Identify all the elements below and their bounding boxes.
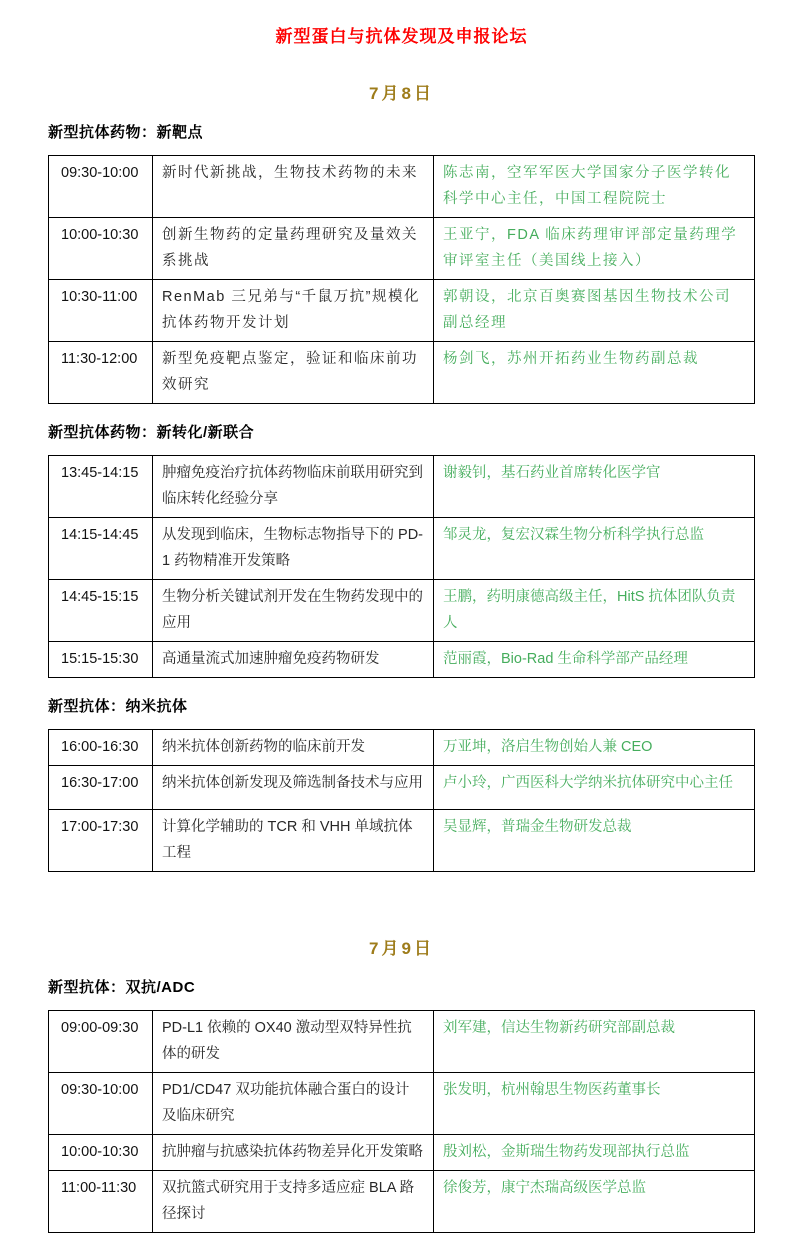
time-slot-cell: 16:30-17:00 [49, 766, 153, 810]
talk-title-cell: 纳米抗体创新发现及筛选制备技术与应用 [153, 766, 434, 810]
speaker-cell: 万亚坤，洛启生物创始人兼 CEO [434, 730, 755, 766]
time-slot-cell: 14:15-14:45 [49, 518, 153, 580]
talk-title-cell: RenMab 三兄弟与“千鼠万抗”规模化抗体药物开发计划 [153, 280, 434, 342]
section-heading: 新型抗体：双抗/ADC [48, 979, 196, 996]
talk-title-cell: 纳米抗体创新药物的临床前开发 [153, 730, 434, 766]
session-section [48, 976, 755, 1233]
talk-title-cell: 生物分析关键试剂开发在生物药发现中的应用 [153, 580, 434, 642]
session-section [48, 421, 755, 678]
speaker-cell: 邹灵龙，复宏汉霖生物分析科学执行总监 [434, 518, 755, 580]
schedule-table-body [49, 456, 755, 678]
time-slot-cell: 10:30-11:00 [49, 280, 153, 342]
speaker-cell: 徐俊芳，康宁杰瑞高级医学总监 [434, 1171, 755, 1233]
days-root [48, 79, 755, 1233]
date-heading: 7月8日 [369, 84, 434, 103]
schedule-row [49, 730, 755, 766]
schedule-row [49, 518, 755, 580]
section-heading: 新型抗体药物：新靶点 [48, 124, 204, 141]
talk-title-cell: 新时代新挑战，生物技术药物的未来 [153, 156, 434, 218]
schedule-table-body [49, 730, 755, 872]
schedule-row [49, 1011, 755, 1073]
speaker-cell: 王亚宁，FDA 临床药理审评部定量药理学审评室主任（美国线上接入） [434, 218, 755, 280]
schedule-row [49, 456, 755, 518]
talk-title-cell: 计算化学辅助的 TCR 和 VHH 单域抗体工程 [153, 810, 434, 872]
speaker-cell: 杨剑飞，苏州开拓药业生物药副总裁 [434, 342, 755, 404]
time-slot-cell: 10:00-10:30 [49, 1135, 153, 1171]
schedule-row [49, 342, 755, 404]
schedule-table-body [49, 156, 755, 404]
talk-title-cell: 肿瘤免疫治疗抗体药物临床前联用研究到临床转化经验分享 [153, 456, 434, 518]
schedule-row [49, 580, 755, 642]
speaker-cell: 刘军建，信达生物新药研究部副总裁 [434, 1011, 755, 1073]
section-heading: 新型抗体药物：新转化/新联合 [48, 424, 255, 441]
schedule-row [49, 156, 755, 218]
time-slot-cell: 15:15-15:30 [49, 642, 153, 678]
schedule-row [49, 642, 755, 678]
time-slot-cell: 11:00-11:30 [49, 1171, 153, 1233]
talk-title-cell: PD1/CD47 双功能抗体融合蛋白的设计及临床研究 [153, 1073, 434, 1135]
schedule-row [49, 766, 755, 810]
speaker-cell: 张发明，杭州翰思生物医药董事长 [434, 1073, 755, 1135]
page-title: 新型蛋白与抗体发现及申报论坛 [275, 27, 528, 46]
talk-title-cell: 双抗篮式研究用于支持多适应症 BLA 路径探讨 [153, 1171, 434, 1233]
time-slot-cell: 09:30-10:00 [49, 1073, 153, 1135]
time-slot-cell: 17:00-17:30 [49, 810, 153, 872]
schedule-table [48, 155, 755, 404]
talk-title-cell: PD-L1 依赖的 OX40 激动型双特异性抗体的研发 [153, 1011, 434, 1073]
sections-root [48, 121, 755, 872]
time-slot-cell: 11:30-12:00 [49, 342, 153, 404]
schedule-row [49, 280, 755, 342]
day-block [48, 79, 755, 872]
time-slot-cell: 16:00-16:30 [49, 730, 153, 766]
speaker-cell: 谢毅钊，基石药业首席转化医学官 [434, 456, 755, 518]
session-section [48, 695, 755, 872]
schedule-table [48, 1010, 755, 1233]
speaker-cell: 殷刘松，金斯瑞生物药发现部执行总监 [434, 1135, 755, 1171]
speaker-cell: 王鹏，药明康德高级主任，HitS 抗体团队负责人 [434, 580, 755, 642]
schedule-table-body [49, 1011, 755, 1233]
schedule-table [48, 455, 755, 678]
talk-title-cell: 创新生物药的定量药理研究及量效关系挑战 [153, 218, 434, 280]
time-slot-cell: 09:00-09:30 [49, 1011, 153, 1073]
time-slot-cell: 14:45-15:15 [49, 580, 153, 642]
time-slot-cell: 09:30-10:00 [49, 156, 153, 218]
time-slot-cell: 10:00-10:30 [49, 218, 153, 280]
talk-title-cell: 高通量流式加速肿瘤免疫药物研发 [153, 642, 434, 678]
day-block [48, 934, 755, 1233]
sections-root [48, 976, 755, 1233]
speaker-cell: 陈志南，空军军医大学国家分子医学转化科学中心主任，中国工程院院士 [434, 156, 755, 218]
schedule-row [49, 810, 755, 872]
speaker-cell: 郭朝设，北京百奥赛图基因生物技术公司副总经理 [434, 280, 755, 342]
schedule-row [49, 218, 755, 280]
talk-title-cell: 抗肿瘤与抗感染抗体药物差异化开发策略 [153, 1135, 434, 1171]
schedule-row [49, 1073, 755, 1135]
schedule-row [49, 1135, 755, 1171]
schedule-table [48, 729, 755, 872]
section-heading: 新型抗体：纳米抗体 [48, 698, 188, 715]
speaker-cell: 吴显辉，普瑞金生物研发总裁 [434, 810, 755, 872]
session-section [48, 121, 755, 404]
speaker-cell: 范丽霞，Bio-Rad 生命科学部产品经理 [434, 642, 755, 678]
speaker-cell: 卢小玲，广西医科大学纳米抗体研究中心主任 [434, 766, 755, 810]
talk-title-cell: 从发现到临床，生物标志物指导下的 PD-1 药物精准开发策略 [153, 518, 434, 580]
time-slot-cell: 13:45-14:15 [49, 456, 153, 518]
schedule-row [49, 1171, 755, 1233]
talk-title-cell: 新型免疫靶点鉴定，验证和临床前功效研究 [153, 342, 434, 404]
date-heading: 7月9日 [369, 939, 434, 958]
